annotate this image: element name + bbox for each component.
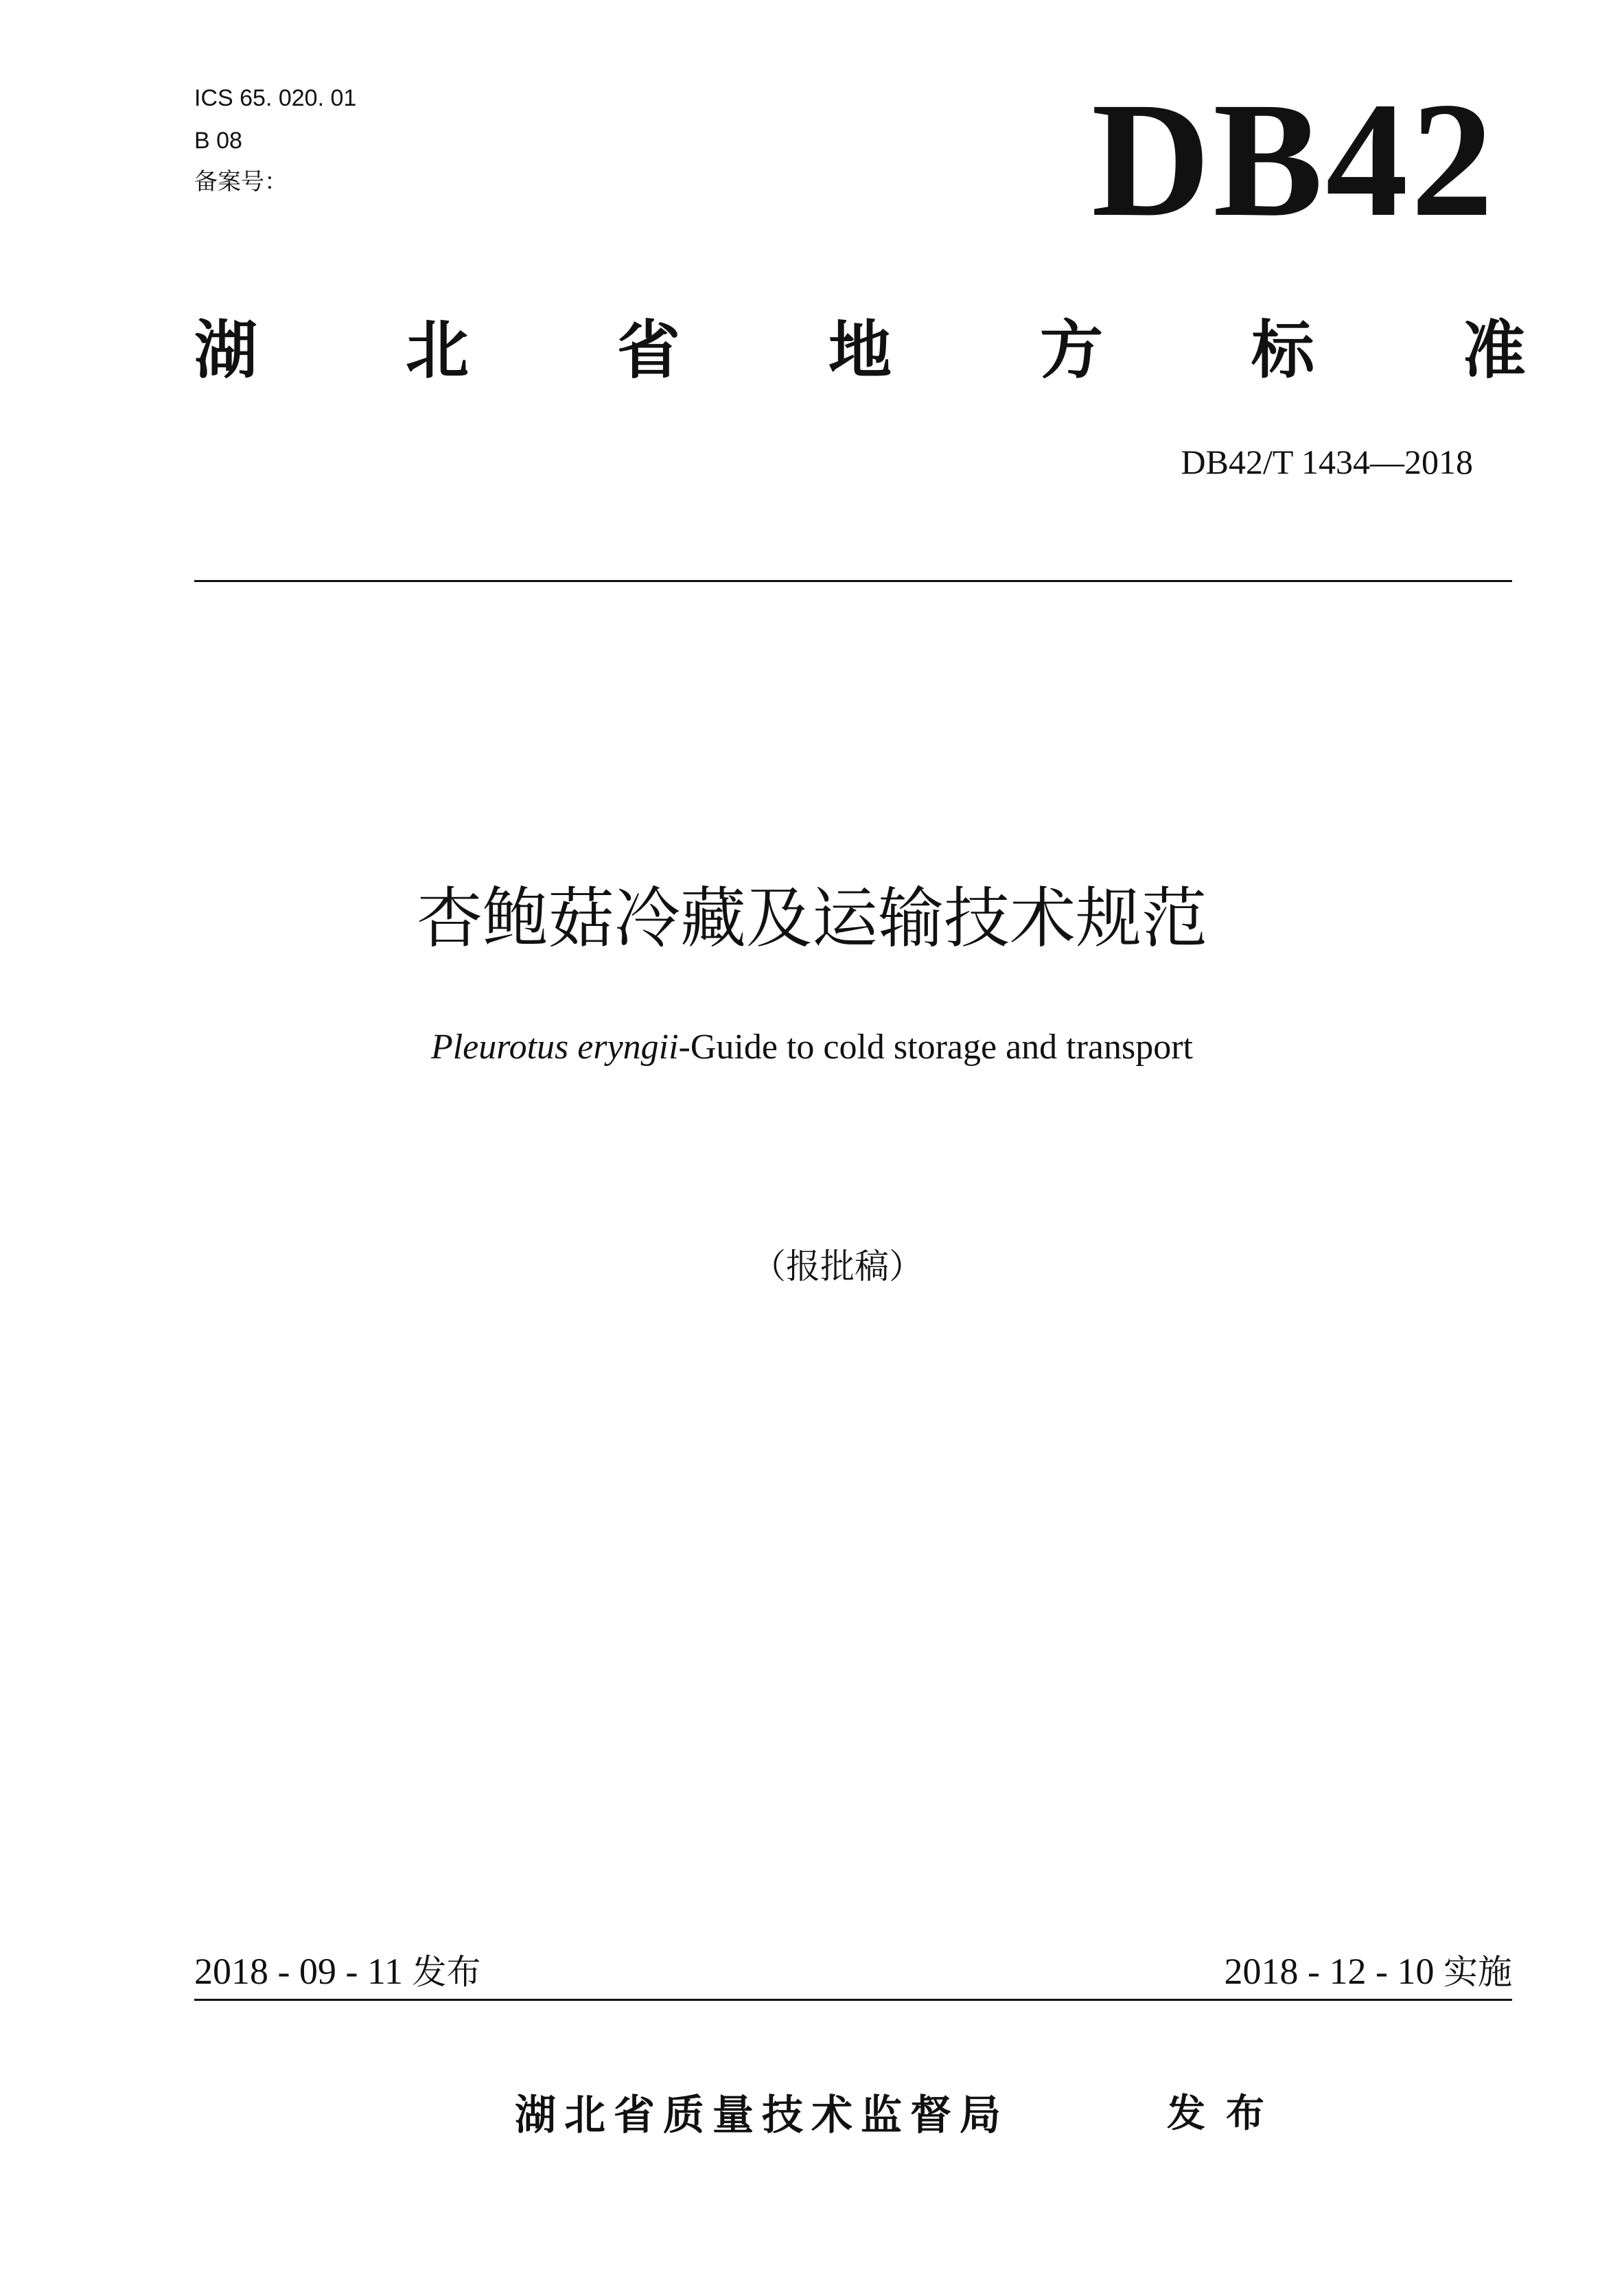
issue-label: 发布 xyxy=(412,1952,481,1992)
publish-label: 发布 xyxy=(1167,2091,1285,2136)
standard-type-char: 方 xyxy=(1039,314,1103,387)
standard-type-char: 地 xyxy=(828,314,892,387)
standard-code-logo: DB42 xyxy=(1091,68,1496,251)
ics-code: ICS 65. 020. 01 xyxy=(194,85,357,111)
classification-code: B 08 xyxy=(194,128,242,154)
registration-label: 备案号： xyxy=(194,168,288,196)
standard-type-char: 湖 xyxy=(194,314,258,387)
standard-type-char: 省 xyxy=(616,314,680,387)
implementation-date xyxy=(1225,1953,1512,1990)
standard-type-heading xyxy=(194,314,1526,387)
standard-type-char: 北 xyxy=(405,314,469,387)
issue-date xyxy=(194,1953,480,1990)
title-chinese: 杏鲍菇冷藏及运输技术规范 xyxy=(417,880,1207,957)
implementation-date-value: 2018 - 12 - 10 xyxy=(1224,1951,1435,1992)
issue-date-value: 2018 - 09 - 11 xyxy=(194,1951,403,1992)
bottom-divider xyxy=(194,1999,1512,2001)
title-english xyxy=(0,1030,1624,1065)
implementation-label: 实施 xyxy=(1443,1952,1512,1992)
standard-type-char: 准 xyxy=(1462,314,1526,387)
draft-status: （报批稿） xyxy=(752,1246,923,1286)
standard-number: DB42/T 1434—2018 xyxy=(1181,443,1473,481)
standard-type-char: 标 xyxy=(1251,314,1314,387)
top-divider xyxy=(194,580,1512,582)
publisher-name: 湖北省质量技术监督局 xyxy=(515,2091,1009,2140)
title-english-rest: -Guide to cold storage and transport xyxy=(678,1028,1194,1067)
title-english-species: Pleurotus eryngii xyxy=(430,1028,679,1067)
